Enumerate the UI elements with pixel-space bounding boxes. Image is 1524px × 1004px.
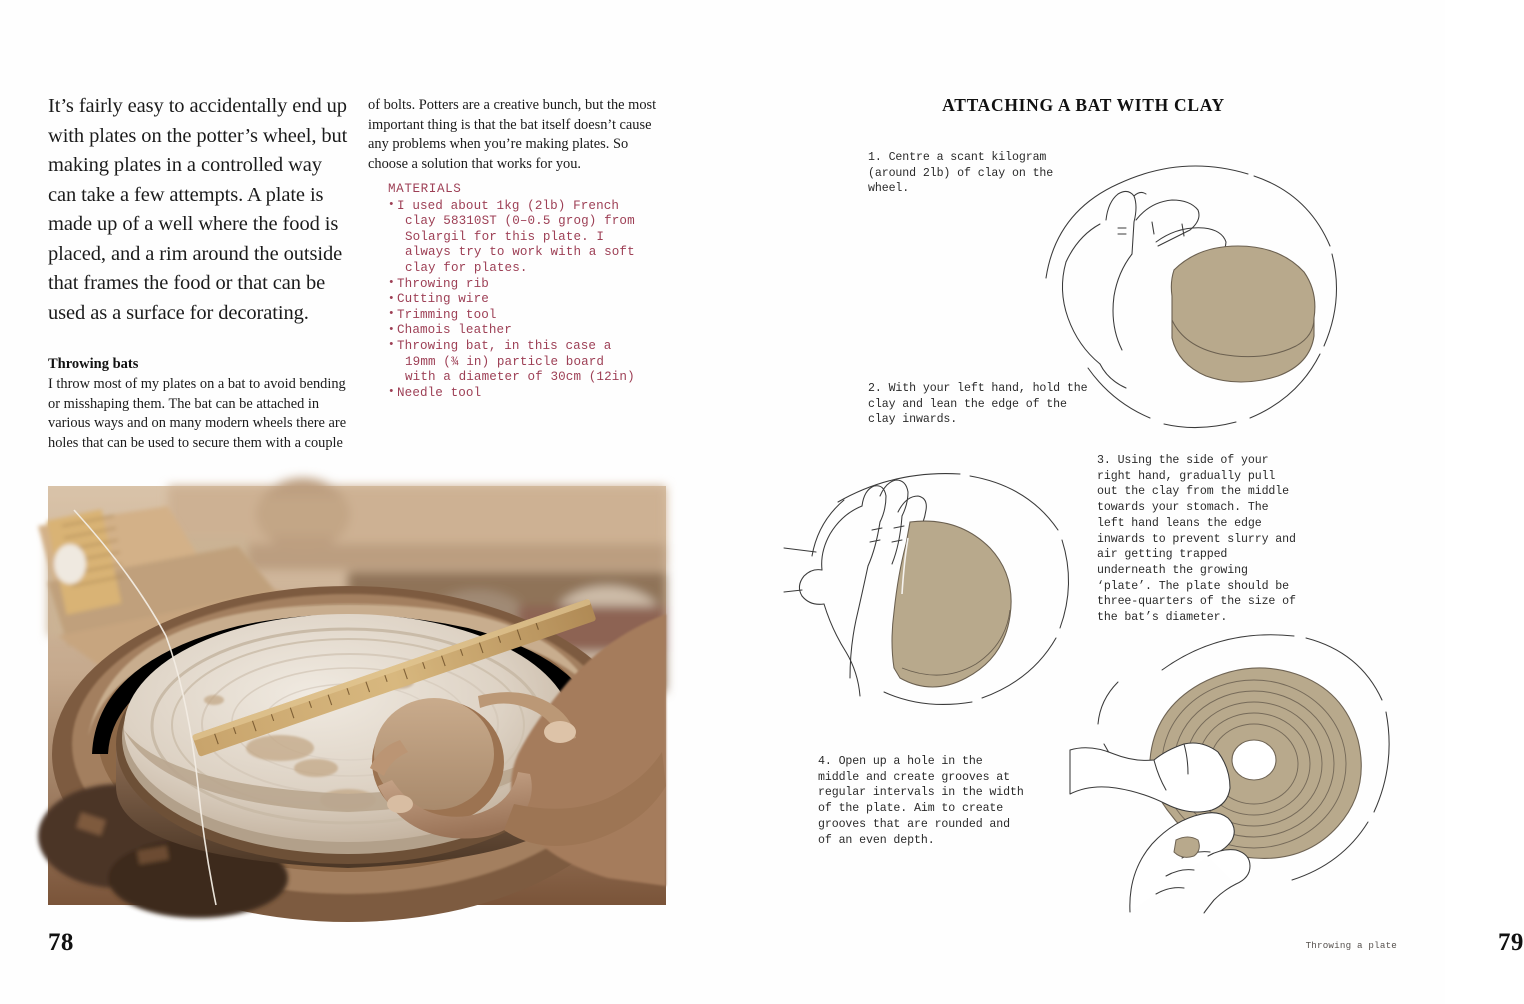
materials-item — [388, 292, 678, 308]
subheading-throwing-bats: Throwing bats — [48, 356, 139, 372]
illustration-step-1 — [1022, 150, 1362, 440]
illustration-step-2-3-art — [784, 452, 1094, 712]
page-number-right: 79 — [1498, 929, 1524, 956]
running-footer: Throwing a plate — [1305, 940, 1397, 951]
right-page — [722, 0, 1524, 1004]
materials-item-cont: clay for plates. — [405, 260, 528, 275]
page-number-left: 78 — [48, 929, 74, 956]
clay-half-moon — [892, 521, 1011, 687]
materials-item-text: Needle tool — [397, 385, 482, 400]
left-page — [0, 0, 722, 1004]
illustration-step-2-3 — [784, 452, 1094, 712]
pottery-wheel-photo — [48, 486, 666, 905]
step-1-text: 1. Centre a scant kilogram (around 2lb) of clay on the wheel. — [868, 151, 1054, 196]
materials-item — [388, 277, 678, 293]
materials-item-text: Throwing rib — [397, 276, 489, 291]
materials-item-cont: 19mm (¾ in) particle board — [405, 354, 605, 369]
throwing-bats-paragraph: I throw most of my plates on a bat to avoid bending or misshaping them. The bat can be attached in various ways and on many modern wheels there are holes that can be used to secure them with a couple — [48, 376, 347, 451]
left-column-b — [368, 96, 668, 174]
materials-item-cont: always try to work with a soft — [405, 245, 635, 260]
step-4-text: 4. Open up a hole in the middle and create grooves at regular intervals in the width of the plate. Aim to create grooves that are rounded and of an even depth. — [818, 755, 1024, 847]
materials-item — [388, 308, 678, 324]
section-heading: ATTACHING A BAT WITH CLAY — [942, 95, 1225, 115]
materials-item-cont: Solargil for this plate. I — [405, 229, 605, 244]
materials-item-text: Cutting wire — [397, 292, 489, 307]
materials-title: MATERIALS — [388, 182, 462, 196]
intro-paragraph: It’s fairly easy to accidentally end up with plates on the potter’s wheel, but making plates in a controlled way can take a few attempts. A plate is made up of a well where the food is placed, and a rim around the outside that frames the food or that can be used as a surface for decorating. — [48, 95, 348, 324]
materials-item-text: Chamois leather — [397, 323, 512, 338]
materials-item-cont: clay 58310ST (0–0.5 grog) from — [405, 214, 635, 229]
materials-item — [388, 339, 678, 386]
materials-item-text: I used about 1kg (2lb) French — [397, 198, 620, 213]
materials-item-cont: with a diameter of 30cm (12in) — [405, 370, 635, 385]
step-2-text: 2. With your left hand, hold the clay and lean the edge of the clay inwards. — [868, 382, 1088, 427]
continuation-paragraph: of bolts. Potters are a creative bunch, but the most important thing is that the bat itself doesn’t cause any problems when you’re making plates. So choose a solution that works for you. — [368, 97, 657, 172]
materials-item — [388, 199, 678, 277]
illustration-step-4 — [1070, 618, 1400, 913]
left-column-a — [48, 92, 348, 453]
materials-list — [388, 199, 678, 402]
illustration-step-1-art — [1022, 150, 1362, 440]
materials-item — [388, 323, 678, 339]
materials-box — [388, 182, 678, 401]
photo-artwork — [48, 486, 666, 905]
clay-disc — [1171, 246, 1315, 382]
materials-item-text: Throwing bat, in this case a — [397, 338, 612, 353]
step-3-text: 3. Using the side of your right hand, gradually pull out the clay from the middle towards your stomach. The left hand leans the edge inwards to prevent slurry and air getting trapped underneath the growing ‘plate’. The plate should be three-quarters of the size of the bat’s diameter. — [1097, 454, 1296, 625]
materials-item-text: Trimming tool — [397, 307, 497, 322]
illustration-step-4-art — [1070, 618, 1400, 913]
materials-item — [388, 386, 678, 402]
